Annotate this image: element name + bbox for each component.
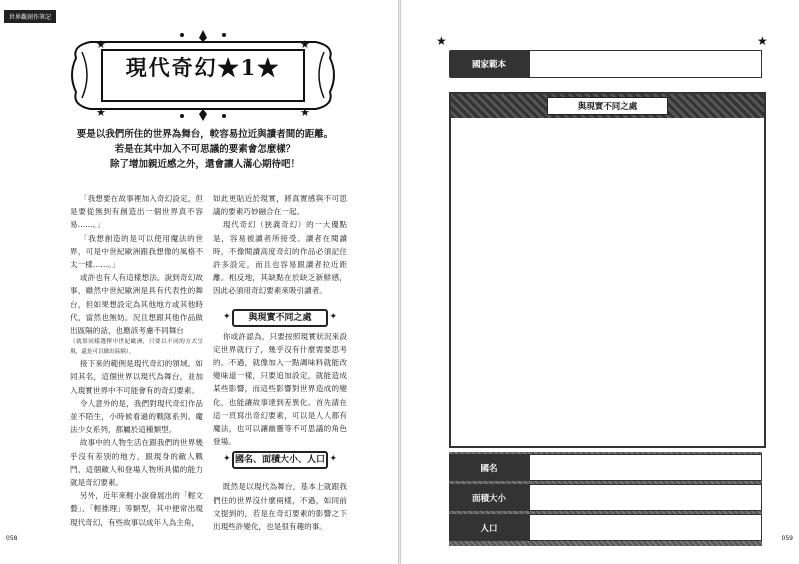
section-banner-differences <box>223 306 337 330</box>
paragraph: 或許也有人有這樣想法。說到奇幻故事，雖然中世紀歐洲是具有代表性的舞台，但如果想設定為其他地方或其他時代，當然也無妨。況且想跟其他作品做出區隔的話，也應該考慮不同舞台 <box>70 273 203 336</box>
intro-line: 若是在其中加入不可思議的要素會怎麼樣？ <box>114 144 296 155</box>
running-header: 世界觀創作筆記 <box>4 10 56 23</box>
country-name-field[interactable] <box>529 454 762 481</box>
svg-text:★: ★ <box>300 38 310 51</box>
country-model-header <box>449 50 762 78</box>
svg-text:★: ★ <box>96 38 106 51</box>
star-icon: ✦ <box>329 312 337 322</box>
population-field[interactable] <box>529 514 762 541</box>
star-icon: ★ <box>757 34 768 48</box>
body-column-2 <box>213 192 347 533</box>
info-table <box>449 454 762 544</box>
paragraph: 另外，近年來輕小說發展出的「輕文藝」、「輕推理」等類型，其中便常出現現代奇幻，有些故事以成年人為主角， <box>70 491 203 527</box>
paragraph: 「我想要在故事裡加入奇幻設定，但是要從無到有創造出一個世界真不容易……。」 <box>70 194 203 230</box>
page-number: 058 <box>6 535 18 542</box>
area-field[interactable] <box>529 484 762 511</box>
paragraph-note: （就算同樣選擇中世紀歐洲，只要以不同的方式呈現，還是可以做出區隔）。 <box>70 339 203 356</box>
star-icon: ★ <box>436 34 447 48</box>
page-number: 059 <box>781 535 793 542</box>
body-column-1 <box>70 192 203 529</box>
star-icon: ✦ <box>329 454 337 464</box>
title-frame <box>62 28 344 123</box>
intro-text <box>70 127 340 172</box>
info-row-label: 國名 <box>449 454 529 481</box>
info-row-label: 人口 <box>449 514 529 541</box>
star-icon: ✦ <box>223 454 231 464</box>
differences-box <box>449 92 766 448</box>
info-row-country-name <box>449 454 762 481</box>
paragraph: 令人意外的是，我們對現代奇幻作品並不陌生，小時候看過的戰隊系列、魔法少女系列，都屬於這種類型。 <box>70 398 203 435</box>
paragraph: 「我想創造的是可以使用魔法的世界，可是中世紀歐洲跟我想像的風格不太一樣……。」 <box>70 233 203 270</box>
info-row-label: 面積大小 <box>449 484 529 511</box>
star-icon: ✦ <box>223 312 231 322</box>
country-model-field[interactable] <box>529 50 762 78</box>
paragraph: 你或許認為，只要按照現實狀況來設定世界就行了，幾乎沒有什麼需要思考的。不過，就像加入一點調味料就能改變味道一樣，只要追加設定，就能造成某些影響，而這些影響對世界造成的變化，也能讓故事達到差異化。首先請在這一頁寫出奇幻要素，可以是人人都有魔法，也可以讓幽靈等不可思議的角色登場。 <box>213 331 347 447</box>
intro-line: 要是以我們所住的世界為舞台，較容易拉近與讀者間的距離。 <box>76 129 334 140</box>
paragraph: 現代奇幻（狹義奇幻）的一大優點是，容易被讀者所接受。讀者在閱讀時，不像閱讀高度奇幻的作品必須記住許多設定，而且也容易跟讀者拉近距離。相反地，其缺點在於缺乏新鮮感，因此必須用奇幻要素來吸引讀者。 <box>213 220 347 296</box>
left-page <box>0 0 398 564</box>
differences-box-title: 與現實不同之處 <box>547 97 669 115</box>
section-banner-country <box>223 448 337 472</box>
paragraph: 故事中的人物生活在跟我們的世界幾乎沒有差別的地方，跟現身的敵人戰鬥，這個敵人和登場人物所具備的能力就是奇幻要素。 <box>70 438 203 488</box>
differences-box-header <box>451 94 764 118</box>
page-title: 現代奇幻★1★ <box>125 55 281 80</box>
paragraph: 如此更貼近於現實，將真實感與不可思議的要素巧妙融合在一起。 <box>213 194 347 217</box>
banner-label: 國名、面積大小、人口 <box>232 451 328 469</box>
info-row-population <box>449 514 762 541</box>
svg-text:★: ★ <box>300 106 310 119</box>
paragraph: 既然是以現代為舞台，基本上就跟我們住的世界沒什麼兩樣，不過，如同前文提到的，若是在奇幻要素的影響之下出現些許變化，也是很有趣的事。 <box>213 482 347 532</box>
paragraph: 接下來的範例是現代奇幻的領域。如同其名，這個世界以現代為舞台，並加入現實世界中不可能會有的奇幻要素。 <box>70 359 203 395</box>
intro-line: 除了增加親近感之外，還會讓人滿心期待吧！ <box>109 159 300 170</box>
country-model-label: 國家範本 <box>449 50 529 78</box>
banner-label: 與現實不同之處 <box>232 309 328 327</box>
svg-text:★: ★ <box>96 106 106 119</box>
info-row-area <box>449 484 762 511</box>
